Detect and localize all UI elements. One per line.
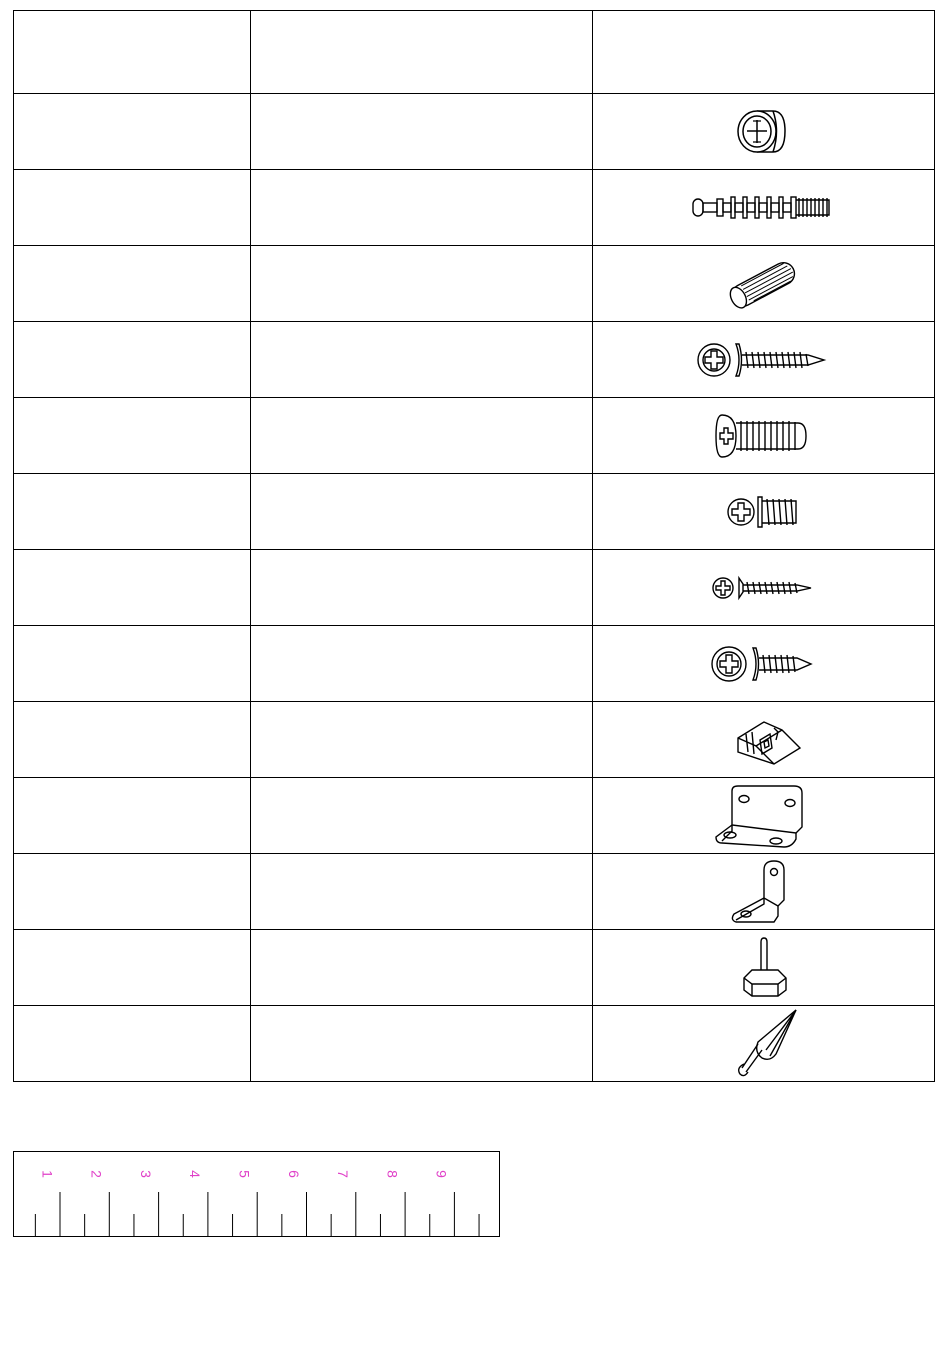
table-row bbox=[14, 550, 935, 626]
table-row bbox=[14, 702, 935, 778]
part-code bbox=[14, 1006, 251, 1082]
table-row bbox=[14, 398, 935, 474]
part-code bbox=[14, 930, 251, 1006]
part-name bbox=[251, 854, 593, 930]
ruler-label: 1 bbox=[39, 1170, 56, 1178]
table-row bbox=[14, 94, 935, 170]
cam-lock-icon bbox=[729, 102, 799, 162]
part-name bbox=[251, 778, 593, 854]
part-code bbox=[14, 626, 251, 702]
header-cell-picture bbox=[593, 11, 935, 94]
part-name bbox=[251, 626, 593, 702]
ruler-label: 3 bbox=[137, 1170, 154, 1178]
angle-bracket-icon bbox=[714, 783, 814, 849]
euro-screw-icon bbox=[714, 411, 814, 461]
header-cell-code bbox=[14, 11, 251, 94]
part-name bbox=[251, 398, 593, 474]
part-name bbox=[251, 550, 593, 626]
part-code bbox=[14, 94, 251, 170]
ruler-label: 8 bbox=[384, 1170, 401, 1178]
ruler-label: 6 bbox=[285, 1170, 302, 1178]
table-row bbox=[14, 626, 935, 702]
part-code bbox=[14, 322, 251, 398]
header-cell-name bbox=[251, 11, 593, 94]
part-code bbox=[14, 398, 251, 474]
wooden-dowel-icon bbox=[719, 254, 809, 314]
ruler-label: 2 bbox=[88, 1170, 105, 1178]
part-name bbox=[251, 930, 593, 1006]
table-row bbox=[14, 170, 935, 246]
part-code bbox=[14, 474, 251, 550]
table-row bbox=[14, 854, 935, 930]
ruler-label: 9 bbox=[433, 1170, 450, 1178]
wood-screw-icon bbox=[711, 572, 816, 604]
measuring-ruler bbox=[13, 1151, 500, 1237]
cam-bolt-icon bbox=[691, 191, 836, 225]
short-screw-icon bbox=[726, 492, 801, 532]
part-code bbox=[14, 550, 251, 626]
hardware-table bbox=[13, 10, 935, 1082]
table-row bbox=[14, 930, 935, 1006]
part-code bbox=[14, 702, 251, 778]
part-code bbox=[14, 170, 251, 246]
table-row bbox=[14, 474, 935, 550]
corner-block-icon bbox=[724, 708, 804, 772]
ruler-label: 4 bbox=[187, 1170, 204, 1178]
shelf-pin-icon bbox=[734, 934, 794, 1002]
part-code bbox=[14, 854, 251, 930]
part-code bbox=[14, 778, 251, 854]
ruler-label: 7 bbox=[335, 1170, 352, 1178]
part-name bbox=[251, 322, 593, 398]
washer-head-screw-icon bbox=[711, 642, 816, 686]
cone-spike-icon bbox=[722, 1008, 806, 1080]
part-name bbox=[251, 1006, 593, 1082]
flange-head-screw-icon bbox=[696, 338, 831, 382]
l-bracket-icon bbox=[724, 858, 804, 926]
part-name bbox=[251, 702, 593, 778]
table-row bbox=[14, 246, 935, 322]
table-row bbox=[14, 322, 935, 398]
part-code bbox=[14, 246, 251, 322]
part-name bbox=[251, 170, 593, 246]
part-name bbox=[251, 474, 593, 550]
table-row bbox=[14, 778, 935, 854]
table-row bbox=[14, 1006, 935, 1082]
part-name bbox=[251, 94, 593, 170]
ruler-label: 5 bbox=[236, 1170, 253, 1178]
table-header-row bbox=[14, 11, 935, 94]
ruler-scale bbox=[14, 1152, 499, 1236]
part-name bbox=[251, 246, 593, 322]
